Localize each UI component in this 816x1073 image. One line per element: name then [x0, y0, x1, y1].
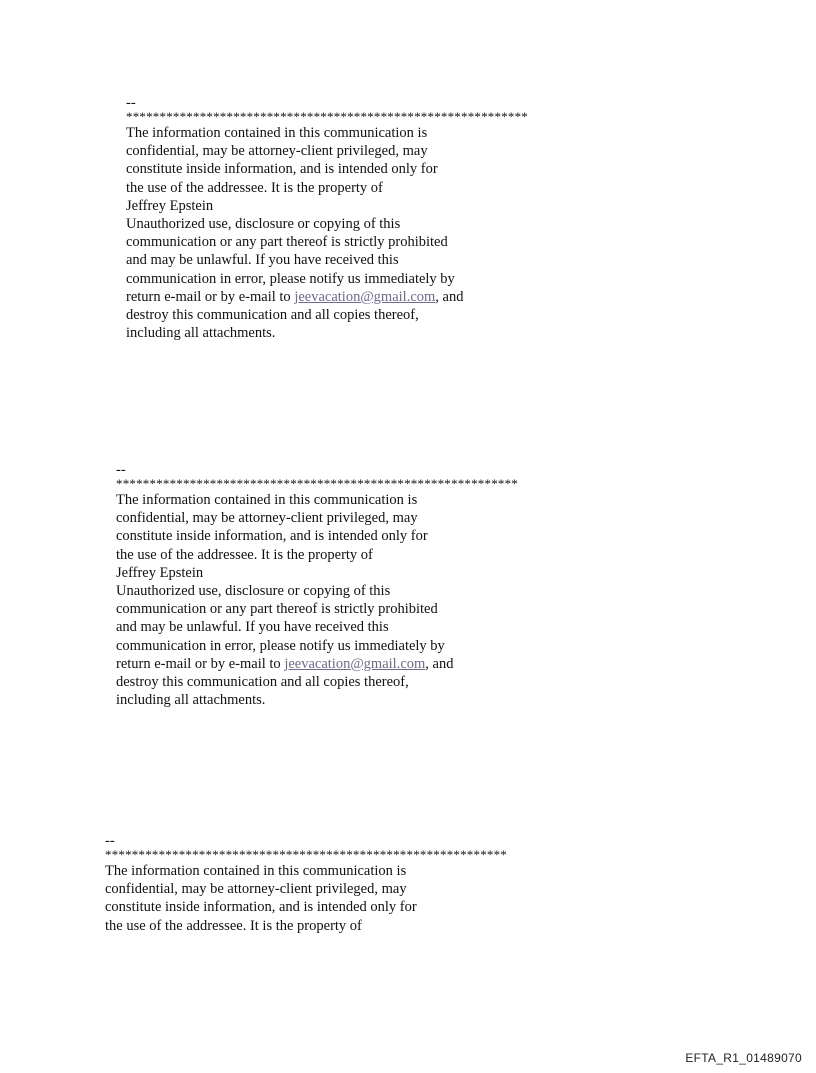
disclaimer-line: constitute inside information, and is intended only for [105, 899, 417, 916]
separator-stars: ************************************************************ [105, 847, 507, 862]
email-line-suffix: , and [435, 288, 464, 305]
disclaimer-block-1 [126, 96, 528, 342]
disclaimer-line: confidential, may be attorney-client privileged, may [116, 510, 418, 527]
disclaimer-line: the use of the addressee. It is the property of [126, 179, 383, 196]
email-line-prefix: return e-mail or by e-mail to [126, 288, 295, 305]
disclaimer-block-3 [105, 834, 507, 935]
disclaimer-line: communication or any part thereof is strictly prohibited [126, 234, 448, 251]
email-line-prefix: return e-mail or by e-mail to [116, 655, 285, 672]
disclaimer-line: and may be unlawful. If you have received this [126, 252, 399, 269]
disclaimer-line: communication or any part thereof is strictly prohibited [116, 601, 438, 618]
disclaimer-line: constitute inside information, and is intended only for [116, 528, 428, 545]
disclaimer-line: The information contained in this communication is [116, 492, 418, 508]
disclaimer-line: The information contained in this communication is [105, 863, 407, 879]
email-line [126, 288, 528, 306]
email-link[interactable]: jeevacation@gmail.com [284, 655, 426, 672]
disclaimer-line: and may be unlawful. If you have received this [116, 619, 389, 636]
email-link[interactable]: jeevacation@gmail.com [294, 288, 436, 305]
separator-stars: ************************************************************ [126, 109, 528, 124]
email-line [116, 655, 518, 673]
disclaimer-line: confidential, may be attorney-client privileged, may [126, 143, 428, 160]
disclaimer-line: including all attachments. [126, 325, 276, 342]
disclaimer-line: destroy this communication and all copies thereof, [126, 306, 419, 323]
disclaimer-line: including all attachments. [116, 692, 266, 709]
separator-stars: ************************************************************ [116, 476, 518, 491]
disclaimer-line: communication in error, please notify us immediately by [116, 637, 445, 654]
document-id: EFTA_R1_01489070 [685, 1051, 802, 1065]
disclaimer-line: communication in error, please notify us immediately by [126, 270, 455, 287]
disclaimer-line: Unauthorized use, disclosure or copying of this [126, 215, 401, 232]
disclaimer-line: Jeffrey Epstein [126, 197, 214, 214]
disclaimer-line: confidential, may be attorney-client privileged, may [105, 881, 407, 898]
disclaimer-block-2 [116, 463, 518, 709]
email-line-suffix: , and [425, 655, 454, 672]
separator-dash: -- [105, 833, 115, 849]
disclaimer-line: constitute inside information, and is intended only for [126, 161, 438, 178]
disclaimer-line: the use of the addressee. It is the property of [116, 546, 373, 563]
disclaimer-line: the use of the addressee. It is the property of [105, 917, 362, 934]
disclaimer-line: destroy this communication and all copies thereof, [116, 673, 409, 690]
disclaimer-line: Jeffrey Epstein [116, 564, 204, 581]
disclaimer-line: Unauthorized use, disclosure or copying of this [116, 582, 391, 599]
disclaimer-line: The information contained in this communication is [126, 125, 428, 141]
separator-dash: -- [116, 462, 126, 478]
separator-dash: -- [126, 95, 136, 111]
